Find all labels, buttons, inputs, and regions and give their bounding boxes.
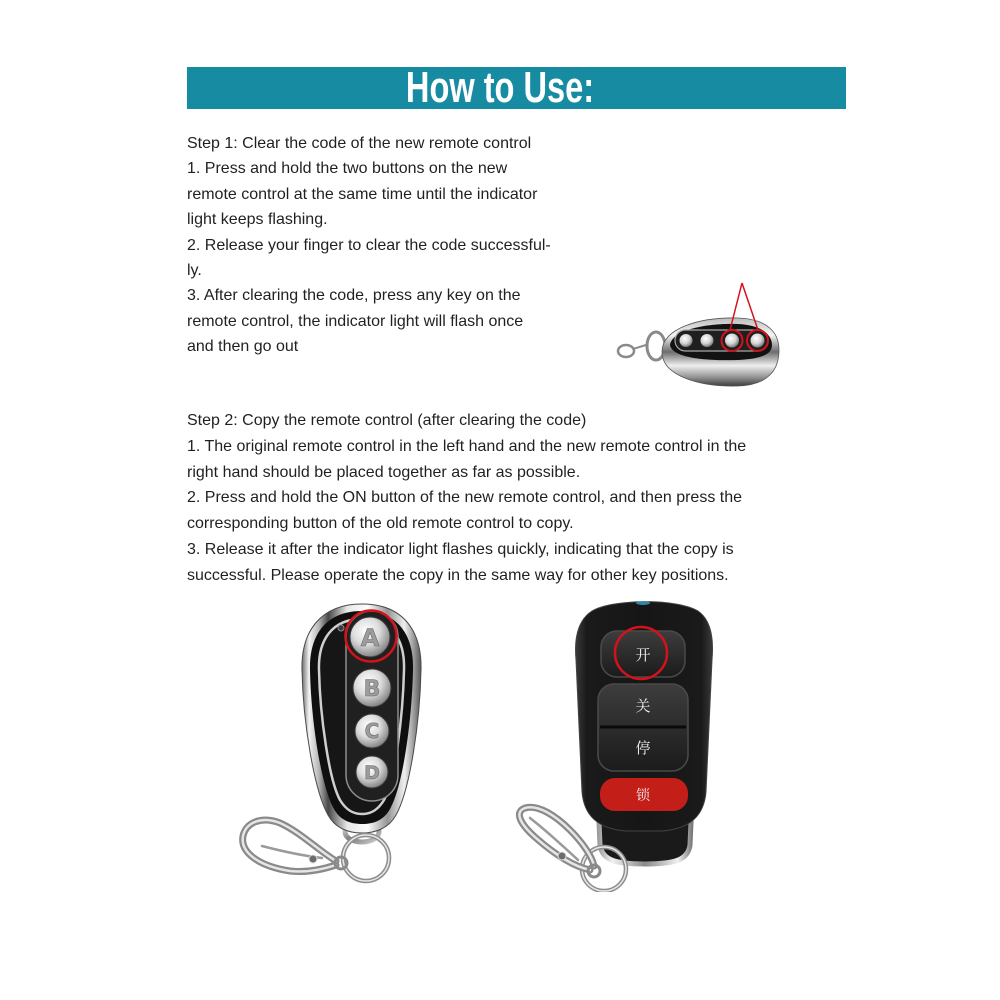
remote-button	[680, 334, 693, 347]
step1-block	[187, 131, 551, 360]
button-stop-label: 停	[635, 739, 651, 757]
step2-heading: Step 2: Copy the remote control (after clearing the code)	[187, 412, 587, 429]
step1-instruction-line: 3. After clearing the code, press any key on the	[187, 287, 521, 305]
step1-instruction-line: light keeps flashing.	[187, 211, 328, 229]
lobster-clasp	[519, 807, 600, 877]
button-d-label: D	[364, 762, 380, 784]
step1-instruction-line: 2. Release your finger to clear the code successful-	[187, 236, 551, 254]
remote-button	[701, 334, 714, 347]
split-ring	[618, 345, 634, 357]
step1-instruction-line: and then go out	[187, 338, 299, 356]
clasp-rivet	[309, 855, 317, 863]
button-lock-label: 锁	[636, 788, 650, 804]
step2-instruction-line: corresponding button of the old remote control to copy.	[187, 515, 574, 533]
lobster-clasp	[243, 820, 347, 871]
remote-button	[751, 334, 765, 348]
right-remote-photo	[510, 592, 725, 892]
button-open-label: 开	[635, 646, 651, 664]
step1-instruction-line: 1. Press and hold the two buttons on the new	[187, 160, 508, 178]
remote-button	[725, 334, 739, 348]
clasp-rivet	[558, 852, 566, 860]
indicator-light	[338, 625, 344, 631]
step1-instruction-line: ly.	[187, 261, 202, 279]
step2-instruction-line: right hand should be placed together as far as possible.	[187, 463, 581, 481]
button-c-label: C	[364, 719, 380, 743]
step1-remote-photo	[605, 275, 785, 390]
step1-instruction-line: remote control at the same time until the indicator	[187, 185, 538, 203]
title-banner	[187, 63, 846, 112]
button-a-label: A	[360, 624, 380, 652]
step2-block	[187, 408, 746, 589]
left-remote-photo	[230, 595, 430, 895]
step2-instruction-line: 2. Press and hold the ON button of the new remote control, and then press the	[187, 489, 742, 507]
indicator-light	[636, 601, 650, 605]
button-b-label: B	[363, 677, 381, 702]
step2-instruction-line: 3. Release it after the indicator light flashes quickly, indicating that the copy is	[187, 540, 734, 558]
step2-instruction-line: 1. The original remote control in the left hand and the new remote control in the	[187, 437, 747, 455]
page-title: How to Use:	[405, 63, 595, 112]
step2-instruction-line: successful. Please operate the copy in the same way for other key positions.	[187, 566, 729, 584]
step1-instruction-line: remote control, the indicator light will flash once	[187, 312, 524, 330]
ring-connector	[633, 345, 646, 349]
key-ring	[618, 332, 665, 360]
button-close-label: 关	[635, 697, 651, 715]
step1-heading: Step 1: Clear the code of the new remote control	[187, 135, 532, 152]
